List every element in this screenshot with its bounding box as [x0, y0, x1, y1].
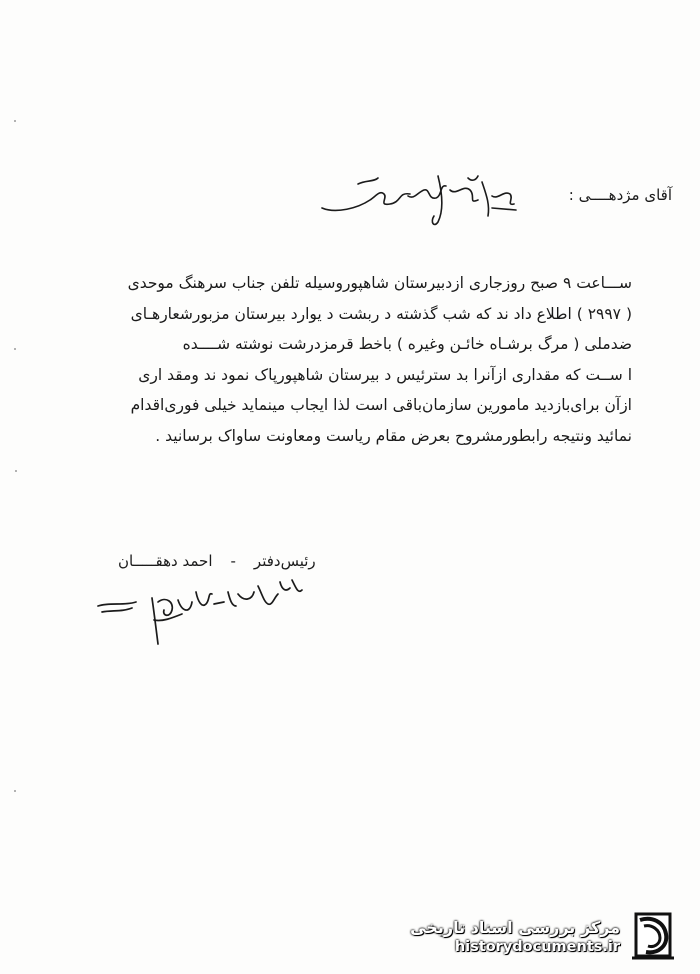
body-line-3: ضدملی ( مرگ برشـاه خائـن وغیره ) باخط قرمزدرشت نوشته شــــده [182, 335, 632, 354]
archive-watermark [388, 905, 678, 967]
archive-url: historydocuments.ir [454, 938, 620, 955]
signature-name: احمد دهقـــــان [118, 552, 213, 570]
archive-emblem-icon [628, 910, 678, 962]
body-line-1: ســـاعت ۹ صبح روزجاری ازدبیرستان شاهپوروسیله تلفن جناب سرهنگ موحدی [127, 274, 632, 292]
addressee: آقای مژدهــــی : [568, 186, 672, 204]
body-line-5: ازآن برای‌بازدید مامورین سازمان‌باقی است لذا ایجاب مینماید خیلی فوری‌اقدام [130, 396, 632, 415]
archive-name: مرکز بررسی اسناد تاریخی [410, 917, 620, 937]
signature-separator: - [230, 552, 236, 570]
handwritten-note [318, 170, 518, 232]
signature-title: رئیس‌دفتر [253, 552, 316, 570]
signature-block [118, 552, 316, 570]
scan-speck [14, 790, 16, 792]
scan-speck [14, 348, 16, 350]
body-line-2: ( ۲۹۹۷ ) اطلاع داد ند که شب گذشته د ربشت د یوارد بیرستان مزبورشعارهـای [130, 304, 632, 323]
handwritten-signature [92, 572, 322, 656]
scan-speck [15, 470, 17, 472]
archive-text [410, 918, 620, 955]
letter-body [62, 268, 632, 452]
body-line-6: نمائید ونتیجه رابطورمشروح بعرض مقام ریاست ومعاونت ساواک برسانید . [155, 426, 632, 445]
scan-speck [14, 120, 16, 122]
body-line-4: ا ســت که مقداری ازآنرا بد سترئیس د بیرستان شاهپورپاک نمود ند ومقد اری [138, 365, 632, 384]
